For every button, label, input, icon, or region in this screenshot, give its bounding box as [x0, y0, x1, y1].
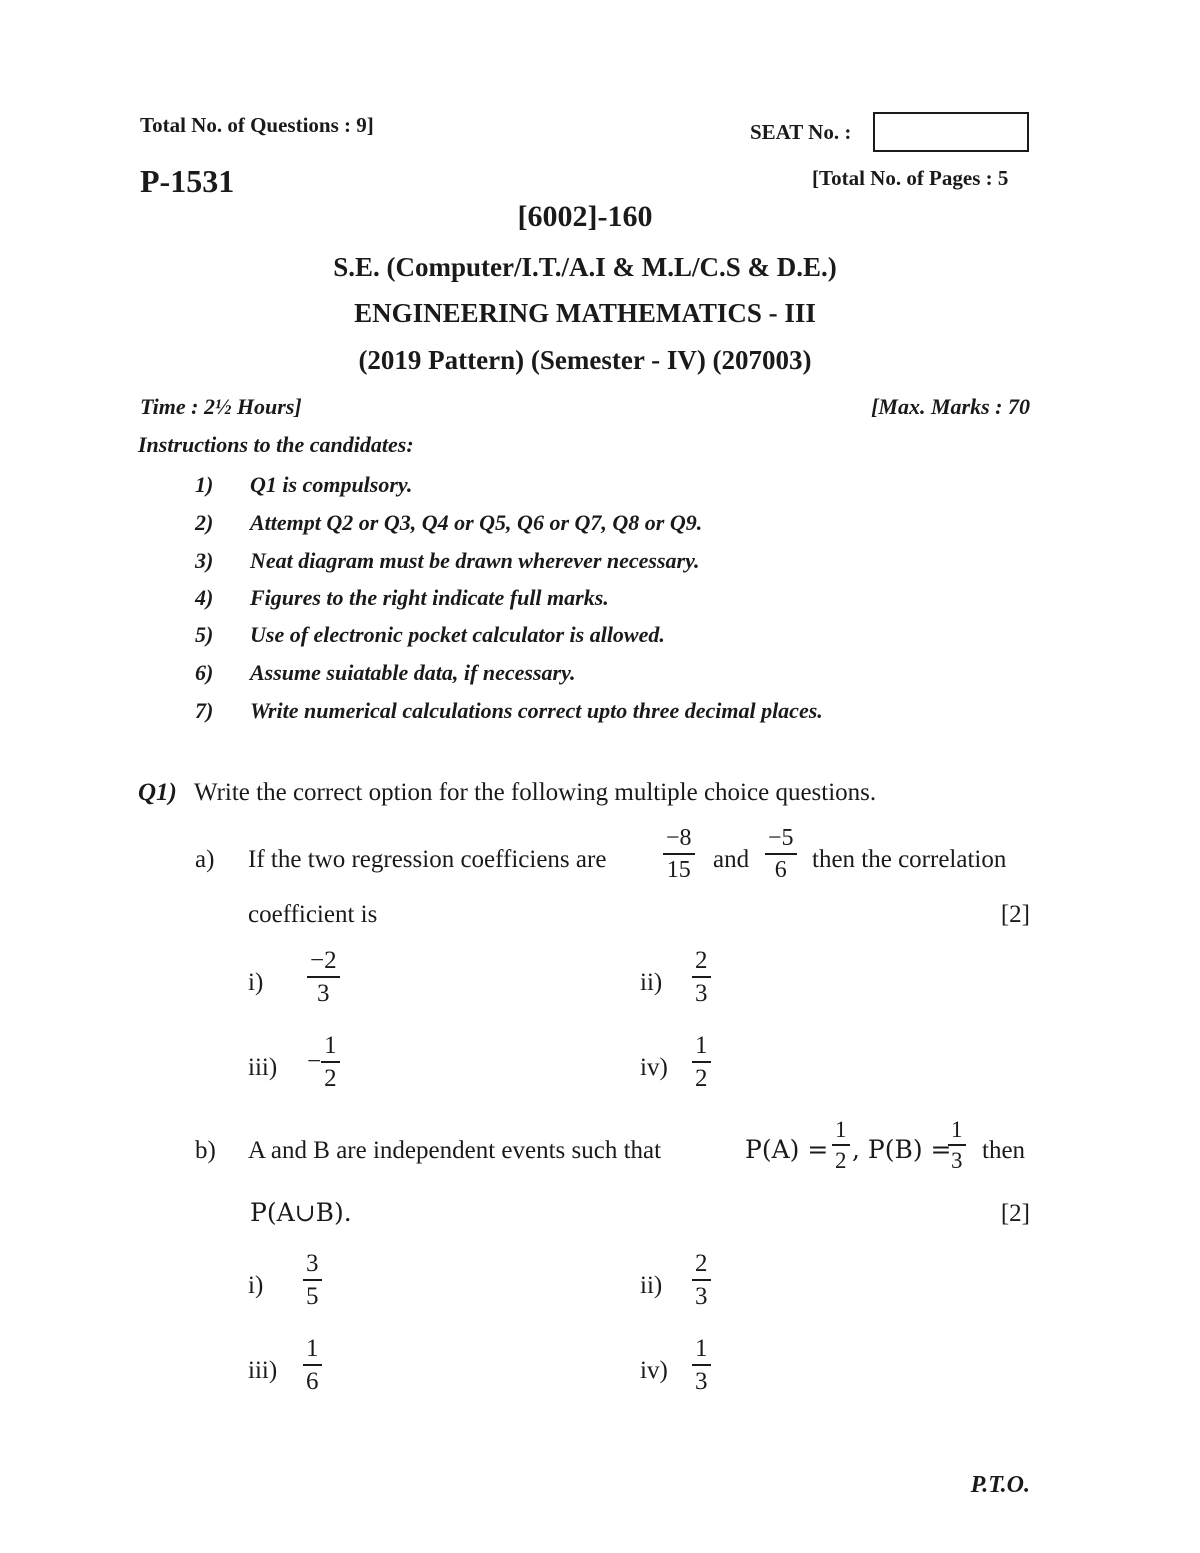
connector-text: and: [713, 846, 750, 873]
instruction-text: Write numerical calculations correct upto three decimal places.: [250, 698, 823, 723]
instruction-text: Attempt Q2 or Q3, Q4 or Q5, Q6 or Q7, Q8 or Q9.: [250, 510, 703, 535]
numerator: 1: [832, 1118, 850, 1146]
fraction: [765, 826, 797, 882]
probability-b: , P(B) =: [852, 1135, 952, 1164]
instruction-number: 2): [195, 510, 214, 535]
denominator: 6: [306, 1368, 319, 1395]
numerator: 1: [948, 1118, 966, 1146]
denominator: 5: [306, 1283, 319, 1310]
numerator: 3: [303, 1251, 322, 1281]
subquestion-label: a): [195, 846, 215, 873]
page-turn-note: P.T.O.: [970, 1472, 1030, 1498]
numerator: −2: [307, 948, 340, 978]
option-label: i): [248, 969, 264, 996]
option-fraction[interactable]: [303, 1336, 322, 1394]
numerator: 2: [692, 1251, 711, 1281]
subquestion-text: A and B are independent events such that: [248, 1137, 662, 1164]
option-fraction[interactable]: [692, 1336, 711, 1394]
instruction-number: 1): [195, 472, 214, 497]
option-label: iii): [248, 1357, 278, 1384]
option-label: iv): [640, 1054, 668, 1081]
instruction-number: 4): [195, 585, 214, 610]
numerator: 1: [692, 1033, 711, 1063]
subquestion-label: b): [195, 1137, 216, 1164]
subquestion-text-line2: coefficient is: [248, 901, 378, 928]
instruction-number: 6): [195, 660, 214, 685]
option-label: i): [248, 1272, 264, 1299]
seat-number-box[interactable]: [873, 112, 1029, 152]
instruction-number: 7): [195, 698, 214, 723]
option-label: ii): [640, 969, 663, 996]
fraction: [948, 1118, 966, 1172]
option-fraction[interactable]: [692, 1033, 711, 1091]
option-fraction[interactable]: [692, 948, 711, 1006]
subquestion-text-continued: then: [982, 1137, 1026, 1164]
instruction-number: 3): [195, 548, 214, 573]
fraction: [832, 1118, 850, 1172]
option-fraction[interactable]: [307, 948, 340, 1006]
question-text: Write the correct option for the following multiple choice questions.: [194, 779, 877, 806]
subquestion-text-line2: P(A∪B).: [250, 1198, 352, 1227]
instructions-title: Instructions to the candidates:: [138, 432, 414, 457]
instruction-number: 5): [195, 622, 214, 647]
numerator: −5: [765, 826, 797, 855]
numerator: 1: [303, 1336, 322, 1366]
probability-a: P(A) =: [745, 1135, 829, 1164]
course-title: S.E. (Computer/I.T./A.I & M.L/C.S & D.E.): [333, 252, 837, 282]
pattern-line: (2019 Pattern) (Semester - IV) (207003): [358, 345, 812, 375]
negative-sign: −: [307, 1048, 322, 1075]
denominator: 3: [695, 1368, 708, 1395]
marks-badge: [2]: [1000, 1200, 1030, 1227]
denominator: 3: [695, 1283, 708, 1310]
paper-code: P-1531: [140, 163, 235, 199]
option-fraction[interactable]: [692, 1251, 711, 1309]
option-label: iii): [248, 1054, 278, 1081]
seat-label: SEAT No. :: [750, 120, 852, 144]
denominator: 3: [317, 980, 330, 1007]
numerator: 1: [321, 1033, 340, 1063]
time-allowed: Time : 2½ Hours]: [140, 394, 302, 419]
max-marks: [Max. Marks : 70: [871, 394, 1030, 419]
instruction-text: Use of electronic pocket calculator is allowed.: [250, 622, 665, 647]
option-label: ii): [640, 1272, 663, 1299]
instruction-text: Neat diagram must be drawn wherever necessary.: [250, 548, 700, 573]
instruction-text: Figures to the right indicate full marks.: [250, 585, 609, 610]
marks-badge: [2]: [1000, 901, 1030, 928]
numerator: −8: [663, 826, 695, 855]
denominator: 3: [951, 1148, 963, 1173]
total-pages: [Total No. of Pages : 5: [812, 166, 1009, 190]
option-fraction[interactable]: [303, 1251, 322, 1309]
denominator: 2: [835, 1148, 847, 1173]
question-label: Q1): [138, 779, 177, 806]
denominator: 6: [774, 857, 787, 883]
option-fraction[interactable]: [307, 1033, 340, 1091]
total-questions: Total No. of Questions : 9]: [140, 113, 374, 137]
subquestion-text-continued: then the correlation: [812, 846, 1007, 873]
option-label: iv): [640, 1357, 668, 1384]
subquestion-text: If the two regression coefficiens are: [248, 846, 607, 873]
exam-code: [6002]-160: [517, 200, 653, 233]
numerator: 1: [692, 1336, 711, 1366]
instruction-text: Q1 is compulsory.: [250, 472, 413, 497]
denominator: 2: [324, 1065, 337, 1092]
fraction: [663, 826, 695, 882]
denominator: 3: [695, 980, 708, 1007]
instruction-text: Assume suiatable data, if necessary.: [250, 660, 576, 685]
subject-title: ENGINEERING MATHEMATICS - III: [354, 298, 816, 328]
denominator: 15: [666, 857, 691, 883]
numerator: 2: [692, 948, 711, 978]
denominator: 2: [695, 1065, 708, 1092]
